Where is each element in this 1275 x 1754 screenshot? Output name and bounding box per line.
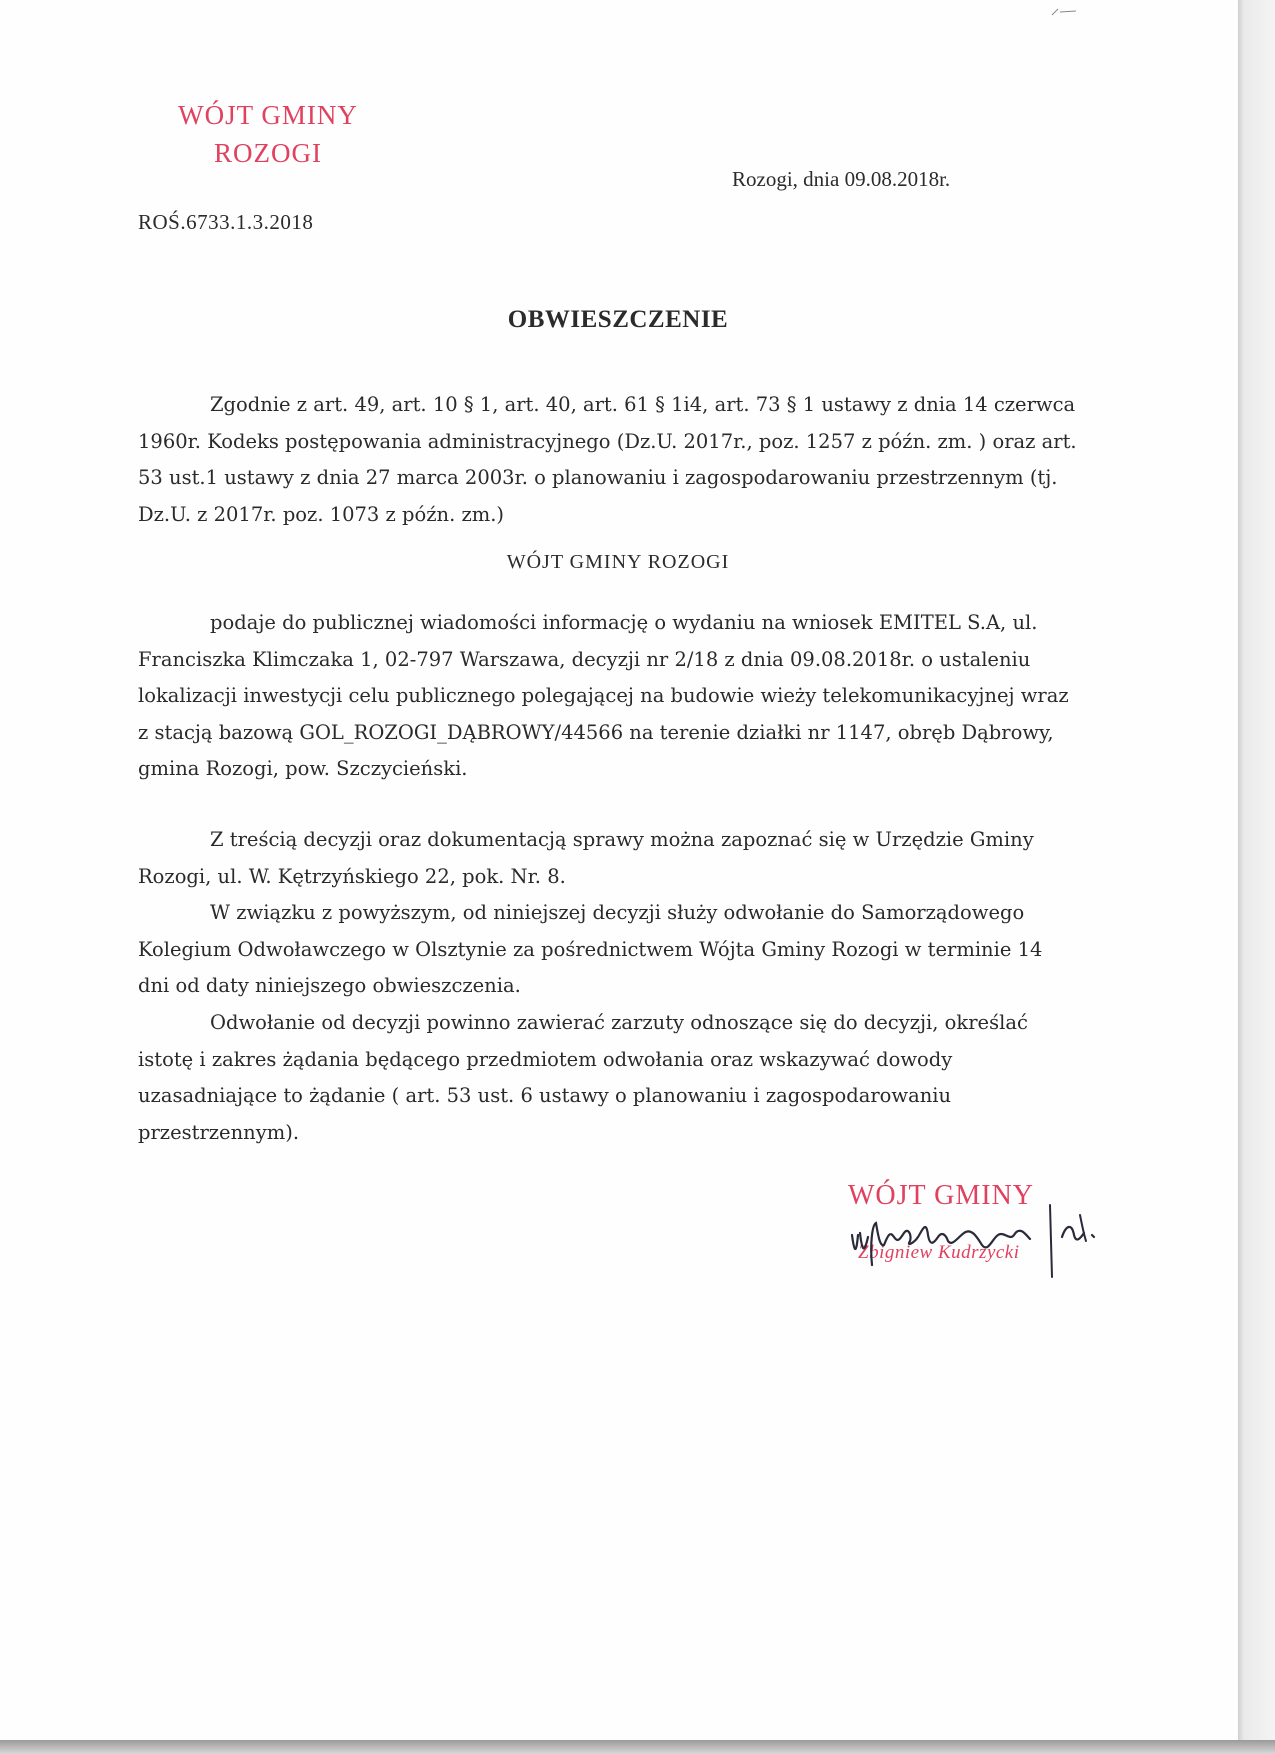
issuing-authority: WÓJT GMINY ROZOGI [506, 551, 730, 573]
appeal-paragraph: W związku z powyższym, od niniejszej decyzji służy odwołanie do Samorządowego Kolegium Odwoławczego w Olsztynie za pośrednictwem Wójta Gminy Rozogi w terminie 14 dni od daty niniejszego obwieszczenia. [138, 901, 1043, 997]
stamp-line-1: WÓJT GMINY [178, 100, 358, 130]
scan-bottom-edge [0, 1740, 1275, 1754]
signature-stamp-name: Zbigniew Kudrzycki [858, 1242, 1020, 1263]
handwritten-signature [842, 1195, 1142, 1295]
announcement-paragraph: podaje do publicznej wiadomości informację o wydaniu na wniosek EMITEL S.A, ul. Franciszka Klimczaka 1, 02-797 Warszawa, decyzji nr 2/18 z dnia 09.08.2018r. o ustaleniu lokalizacji inwestycji celu publicznego polegającej na budowie wieży telekomunikacyjnej wraz z stacją bazową GOL_ROZOGI_DĄBROWY/44566 na terenie działki nr 1147, obręb Dąbrowy, gmina Rozogi, pow. Szczycieński. [138, 611, 1069, 780]
signature-stamp-title: WÓJT GMINY [848, 1180, 1035, 1211]
documentation-paragraph: Z treścią decyzji oraz dokumentacją sprawy można zapoznać się w Urzędzie Gminy Rozogi, ul. W. Kętrzyńskiego 22, pok. Nr. 8. [138, 828, 1034, 888]
place-and-date: Rozogi, dnia 09.08.2018r. [732, 167, 951, 191]
appeal-requirements-paragraph: Odwołanie od decyzji powinno zawierać zarzuty odnoszące się do decyzji, określać istotę i zakres żądania będącego przedmiotem odwołania oraz wskazywać dowody uzasadniające to żądanie ( art. 53 ust. 6 ustawy o planowaniu i zagospodarowaniu przestrzennym). [138, 1011, 1028, 1144]
scan-right-edge [1238, 0, 1275, 1754]
reference-number: ROŚ.6733.1.3.2018 [138, 210, 314, 234]
office-stamp-header [148, 96, 388, 172]
stamp-line-2: ROZOGI [214, 138, 322, 168]
document-title: OBWIESZCZENIE [507, 306, 729, 333]
legal-basis-paragraph: Zgodnie z art. 49, art. 10 § 1, art. 40, art. 61 § 1i4, art. 73 § 1 ustawy z dnia 14 czerwca 1960r. Kodeks postępowania administracyjnego (Dz.U. 2017r., poz. 1257 z późn. zm. ) oraz art. 53 ust.1 ustawy z dnia 27 marca 2003r. o planowaniu i zagospodarowaniu przestrzennym (tj. Dz.U. z 2017r. poz. 1073 z późn. zm.) [138, 393, 1077, 526]
pencil-mark [1050, 6, 1080, 18]
